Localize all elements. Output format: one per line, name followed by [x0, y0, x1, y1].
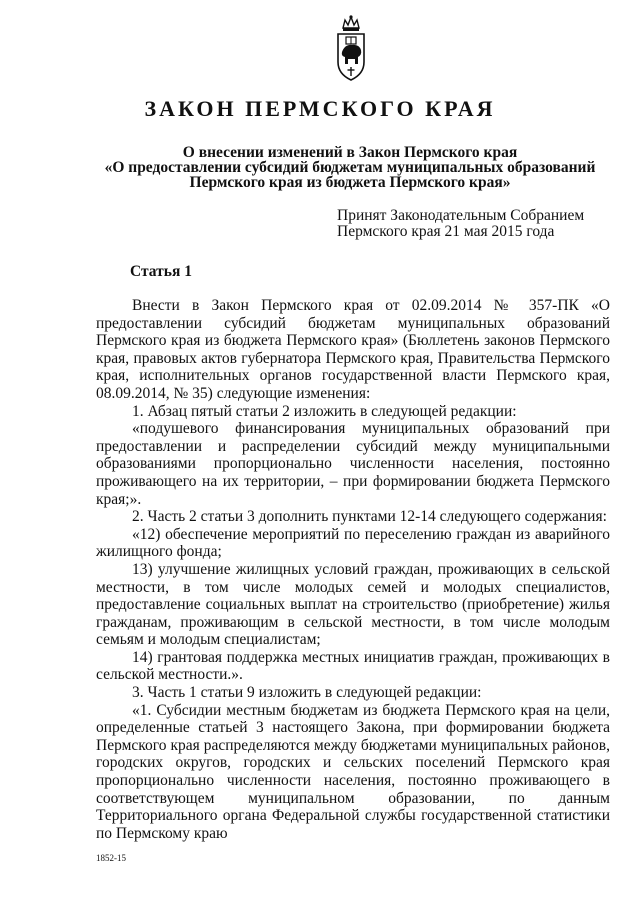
- document-code: 1852-15: [96, 853, 126, 863]
- adoption-line: Пермского края 21 мая 2015 года: [337, 223, 555, 240]
- law-subtitle: [100, 145, 600, 190]
- paragraph: 1. Абзац пятый статьи 2 изложить в следующей редакции:: [132, 402, 517, 420]
- paragraph: 3. Часть 1 статьи 9 изложить в следующей редакции:: [132, 684, 482, 702]
- subtitle-line: О внесении изменений в Закон Пермского края: [182, 144, 518, 161]
- paragraph: «12) обеспечение мероприятий по переселению граждан из аварийного жилищного фонда;: [96, 525, 610, 561]
- paragraph: «подушевого финансирования муниципальных образований при предоставлении и распределении субсидий между муниципальными образованиями пропорционально численности населения, постоянно проживающего на их территории, – при формировании бюджета Пермского края;».: [96, 420, 610, 508]
- paragraph: «1. Субсидии местным бюджетам из бюджета Пермского края на цели, определенные статьей 3 настоящего Закона, при формировании бюджета Пермского края распределяются между бюджетами муниципальных районов, городских округов, городских и сельских поселений Пермского края пропорционально численности населения, постоянно проживающего в соответствующем муниципальном образовании, по данным Территориального органа Федеральной службы государственной статистики по Пермскому краю: [96, 701, 610, 842]
- subtitle-line: Пермского края из бюджета Пермского края»: [189, 174, 511, 191]
- perm-coat-of-arms-icon: [332, 14, 370, 84]
- article-heading: Статья 1: [130, 263, 192, 280]
- law-title: ЗАКОН ПЕРМСКОГО КРАЯ: [144, 96, 496, 121]
- article-body: [96, 297, 610, 842]
- adoption-note: [337, 208, 584, 240]
- paragraph: 14) грантовая поддержка местных инициатив граждан, проживающих в сельской местности.».: [96, 648, 610, 684]
- paragraph: 2. Часть 2 статьи 3 дополнить пунктами 12-14 следующего содержания:: [132, 508, 607, 526]
- adoption-line: Принят Законодательным Собранием: [337, 207, 585, 224]
- paragraph: Внести в Закон Пермского края от 02.09.2014 № 357-ПК «О предоставлении субсидий бюджетам муниципальных образований Пермского края из бюджета Пермского края» (Бюллетень законов Пермского края, правовых актов губернатора Пермского края, Правительства Пермского края, исполнительных органов государственной власти Пермского края, 08.09.2014, № 35) следующие изменения:: [96, 297, 610, 402]
- paragraph: 13) улучшение жилищных условий граждан, проживающих в сельской местности, в том числе молодых семей и молодых специалистов, предоставление социальных выплат на строительство (приобретение) жилья гражданам, проживающим в сельской местности, в том числе молодым семьям и молодым специалистам;: [96, 560, 610, 649]
- subtitle-line: «О предоставлении субсидий бюджетам муниципальных образований: [104, 159, 596, 176]
